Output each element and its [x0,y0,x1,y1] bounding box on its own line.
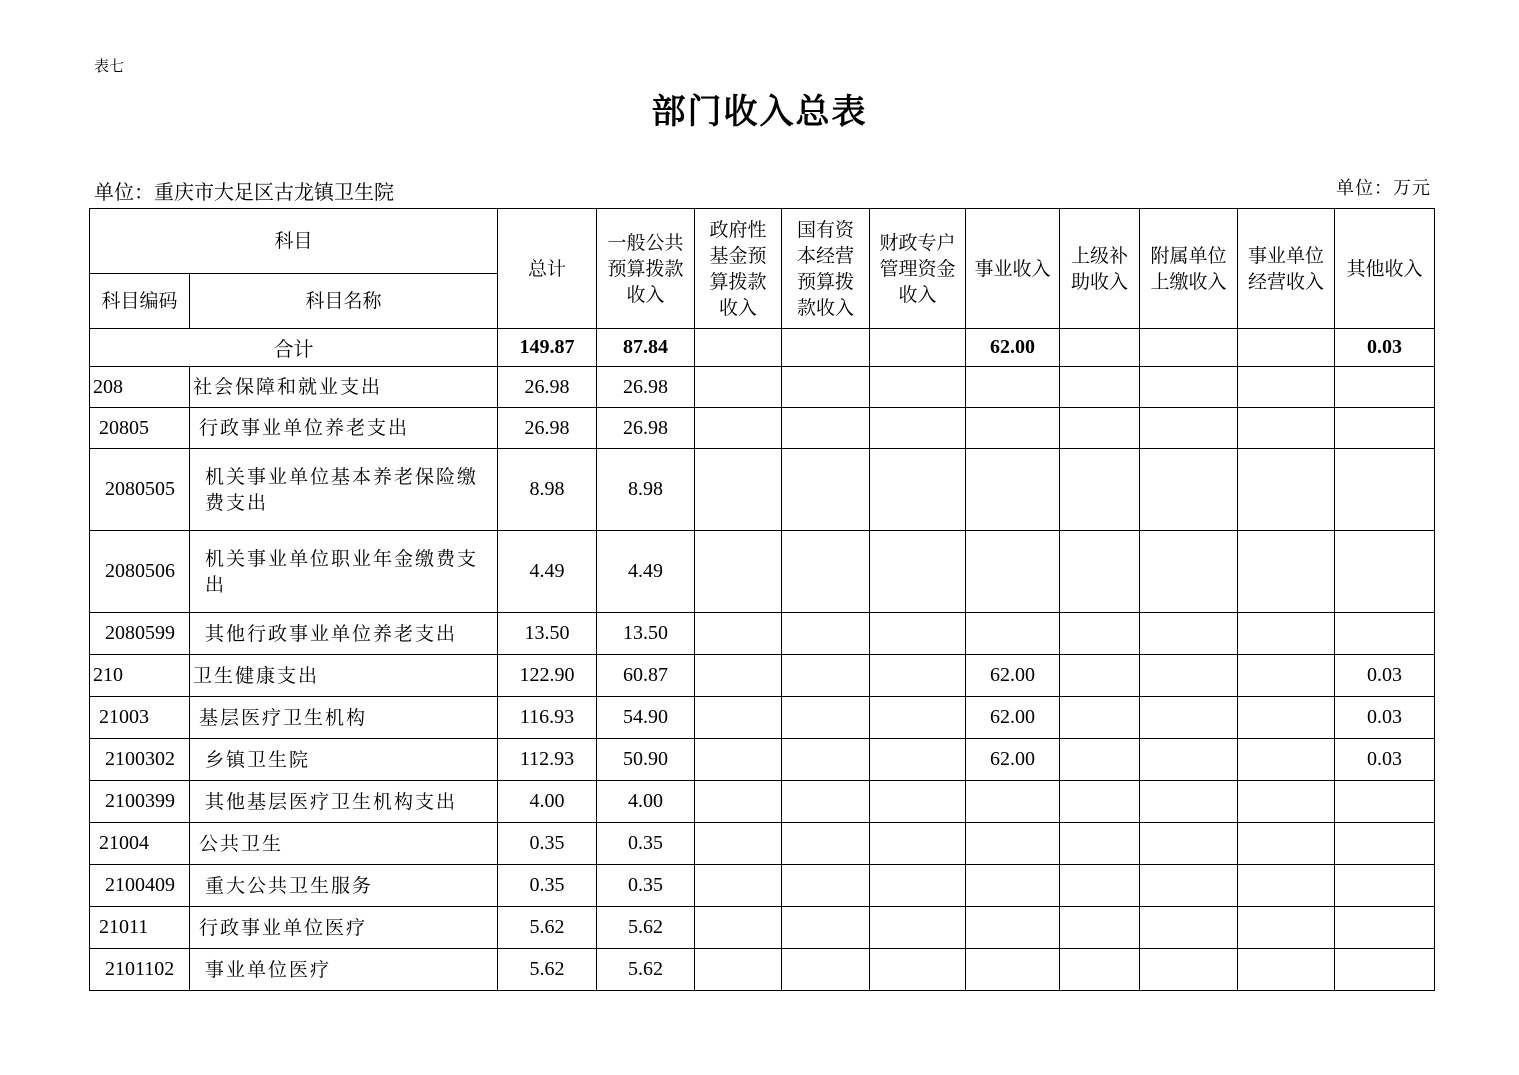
cell-gov-fund [695,449,782,531]
cell-other [1335,781,1435,823]
cell-business-operating [1238,449,1335,531]
cell-fiscal-special [870,781,966,823]
cell-superior-subsidy [1060,739,1140,781]
page-title: 部门收入总表 [651,94,868,131]
total-state-capital [782,329,870,367]
table-row [90,781,1435,823]
cell-fiscal-special [870,949,966,991]
subject-name: 基层医疗卫生机构 [190,697,498,739]
header-other-income: 其他收入 [1335,209,1435,329]
cell-gov-fund [695,697,782,739]
table-row [90,655,1435,697]
cell-business-operating [1238,655,1335,697]
subject-code: 21011 [90,907,190,949]
cell-fiscal-special [870,739,966,781]
total-general-budget: 87.84 [597,329,695,367]
cell-affiliated [1140,949,1238,991]
cell-general-budget: 60.87 [597,655,695,697]
cell-gov-fund [695,367,782,408]
cell-gov-fund [695,823,782,865]
cell-state-capital [782,865,870,907]
cell-business [966,865,1060,907]
cell-superior-subsidy [1060,823,1140,865]
cell-business [966,531,1060,613]
cell-state-capital [782,367,870,408]
cell-total: 26.98 [498,408,597,449]
cell-other: 0.03 [1335,739,1435,781]
subject-code: 21004 [90,823,190,865]
cell-state-capital [782,449,870,531]
subject-code: 20805 [90,408,190,449]
cell-business-operating [1238,865,1335,907]
cell-state-capital [782,655,870,697]
cell-fiscal-special [870,613,966,655]
table-row [90,449,1435,531]
cell-gov-fund [695,613,782,655]
subject-name: 机关事业单位职业年金缴费支出 [190,531,498,613]
header-affiliated: 附属单位上缴收入 [1140,209,1238,329]
cell-gov-fund [695,949,782,991]
cell-superior-subsidy [1060,907,1140,949]
cell-superior-subsidy [1060,408,1140,449]
cell-general-budget: 4.00 [597,781,695,823]
cell-total: 13.50 [498,613,597,655]
cell-state-capital [782,613,870,655]
subject-name: 行政事业单位养老支出 [190,408,498,449]
cell-business: 62.00 [966,655,1060,697]
header-state-capital: 国有资本经营预算拨款收入 [782,209,870,329]
cell-affiliated [1140,531,1238,613]
total-fiscal-special [870,329,966,367]
cell-general-budget: 5.62 [597,907,695,949]
cell-general-budget: 54.90 [597,697,695,739]
cell-business [966,823,1060,865]
subject-name: 行政事业单位医疗 [190,907,498,949]
cell-other [1335,823,1435,865]
subject-code: 2100409 [90,865,190,907]
cell-affiliated [1140,697,1238,739]
total-business-operating [1238,329,1335,367]
header-code: 科目编码 [90,274,190,329]
cell-state-capital [782,949,870,991]
cell-business [966,408,1060,449]
cell-affiliated [1140,781,1238,823]
cell-fiscal-special [870,531,966,613]
cell-total: 26.98 [498,367,597,408]
cell-superior-subsidy [1060,613,1140,655]
cell-business-operating [1238,739,1335,781]
cell-fiscal-special [870,655,966,697]
header-business-operating: 事业单位经营收入 [1238,209,1335,329]
cell-total: 116.93 [498,697,597,739]
subject-code: 2080505 [90,449,190,531]
header-name: 科目名称 [190,274,498,329]
cell-superior-subsidy [1060,449,1140,531]
header-superior-subsidy: 上级补助收入 [1060,209,1140,329]
subject-name: 重大公共卫生服务 [190,865,498,907]
subject-code: 2101102 [90,949,190,991]
subject-code: 2080599 [90,613,190,655]
cell-business-operating [1238,781,1335,823]
cell-general-budget: 13.50 [597,613,695,655]
subject-code: 210 [90,655,190,697]
subject-name: 乡镇卫生院 [190,739,498,781]
cell-other [1335,949,1435,991]
cell-other [1335,449,1435,531]
table-row [90,408,1435,449]
cell-other [1335,531,1435,613]
cell-affiliated [1140,823,1238,865]
cell-affiliated [1140,907,1238,949]
subject-name: 机关事业单位基本养老保险缴费支出 [190,449,498,531]
cell-business: 62.00 [966,739,1060,781]
cell-superior-subsidy [1060,655,1140,697]
total-total: 149.87 [498,329,597,367]
cell-general-budget: 50.90 [597,739,695,781]
cell-affiliated [1140,865,1238,907]
subject-name: 公共卫生 [190,823,498,865]
table-row [90,823,1435,865]
subject-code: 2100302 [90,739,190,781]
cell-fiscal-special [870,865,966,907]
cell-affiliated [1140,408,1238,449]
cell-business [966,449,1060,531]
cell-business [966,781,1060,823]
cell-superior-subsidy [1060,697,1140,739]
header-gov-fund: 政府性基金预算拨款收入 [695,209,782,329]
table-row [90,949,1435,991]
subject-name: 事业单位医疗 [190,949,498,991]
table-row [90,739,1435,781]
cell-total: 5.62 [498,949,597,991]
table-row [90,367,1435,408]
total-business: 62.00 [966,329,1060,367]
cell-business-operating [1238,613,1335,655]
cell-business [966,949,1060,991]
cell-business [966,907,1060,949]
cell-state-capital [782,739,870,781]
subject-code: 2080506 [90,531,190,613]
cell-business-operating [1238,907,1335,949]
cell-total: 5.62 [498,907,597,949]
cell-general-budget: 26.98 [597,367,695,408]
subject-name: 社会保障和就业支出 [190,367,498,408]
cell-other [1335,408,1435,449]
cell-other [1335,367,1435,408]
cell-business [966,367,1060,408]
cell-other [1335,865,1435,907]
total-label: 合计 [90,329,498,367]
cell-state-capital [782,907,870,949]
header-business-income: 事业收入 [966,209,1060,329]
table-row [90,697,1435,739]
cell-total: 122.90 [498,655,597,697]
cell-affiliated [1140,739,1238,781]
cell-total: 4.00 [498,781,597,823]
cell-other [1335,613,1435,655]
subject-code: 21003 [90,697,190,739]
cell-total: 0.35 [498,865,597,907]
cell-affiliated [1140,449,1238,531]
header-general-budget: 一般公共预算拨款收入 [597,209,695,329]
cell-state-capital [782,823,870,865]
cell-business [966,613,1060,655]
cell-total: 0.35 [498,823,597,865]
cell-state-capital [782,531,870,613]
cell-affiliated [1140,655,1238,697]
total-row [90,329,1435,367]
cell-business: 62.00 [966,697,1060,739]
subject-name: 卫生健康支出 [190,655,498,697]
cell-fiscal-special [870,449,966,531]
cell-superior-subsidy [1060,367,1140,408]
income-summary-table [89,208,1435,991]
total-other: 0.03 [1335,329,1435,367]
cell-general-budget: 26.98 [597,408,695,449]
header-total: 总计 [498,209,597,329]
cell-general-budget: 8.98 [597,449,695,531]
cell-state-capital [782,408,870,449]
cell-general-budget: 5.62 [597,949,695,991]
cell-business-operating [1238,408,1335,449]
cell-other: 0.03 [1335,697,1435,739]
cell-business-operating [1238,949,1335,991]
table-number-label: 表七 [94,59,125,75]
total-superior-subsidy [1060,329,1140,367]
cell-gov-fund [695,865,782,907]
cell-affiliated [1140,613,1238,655]
cell-superior-subsidy [1060,865,1140,907]
cell-superior-subsidy [1060,531,1140,613]
cell-fiscal-special [870,823,966,865]
cell-superior-subsidy [1060,949,1140,991]
cell-total: 4.49 [498,531,597,613]
cell-gov-fund [695,781,782,823]
cell-fiscal-special [870,697,966,739]
cell-affiliated [1140,367,1238,408]
cell-business-operating [1238,531,1335,613]
table-row [90,865,1435,907]
cell-superior-subsidy [1060,781,1140,823]
cell-gov-fund [695,531,782,613]
subject-code: 2100399 [90,781,190,823]
cell-state-capital [782,697,870,739]
total-gov-fund [695,329,782,367]
cell-general-budget: 4.49 [597,531,695,613]
cell-total: 112.93 [498,739,597,781]
cell-other: 0.03 [1335,655,1435,697]
total-affiliated [1140,329,1238,367]
cell-fiscal-special [870,367,966,408]
subject-name: 其他基层医疗卫生机构支出 [190,781,498,823]
subject-code: 208 [90,367,190,408]
cell-general-budget: 0.35 [597,865,695,907]
header-fiscal-special: 财政专户管理资金收入 [870,209,966,329]
currency-unit: 单位：万元 [1336,178,1431,198]
cell-gov-fund [695,655,782,697]
cell-gov-fund [695,907,782,949]
cell-state-capital [782,781,870,823]
cell-other [1335,907,1435,949]
header-subject: 科目 [90,209,498,274]
organization-unit: 单位：重庆市大足区古龙镇卫生院 [94,182,394,204]
cell-fiscal-special [870,907,966,949]
cell-gov-fund [695,739,782,781]
cell-gov-fund [695,408,782,449]
cell-general-budget: 0.35 [597,823,695,865]
cell-business-operating [1238,367,1335,408]
cell-fiscal-special [870,408,966,449]
cell-business-operating [1238,823,1335,865]
cell-total: 8.98 [498,449,597,531]
subject-name: 其他行政事业单位养老支出 [190,613,498,655]
cell-business-operating [1238,697,1335,739]
table-row [90,531,1435,613]
table-row [90,907,1435,949]
table-row [90,613,1435,655]
